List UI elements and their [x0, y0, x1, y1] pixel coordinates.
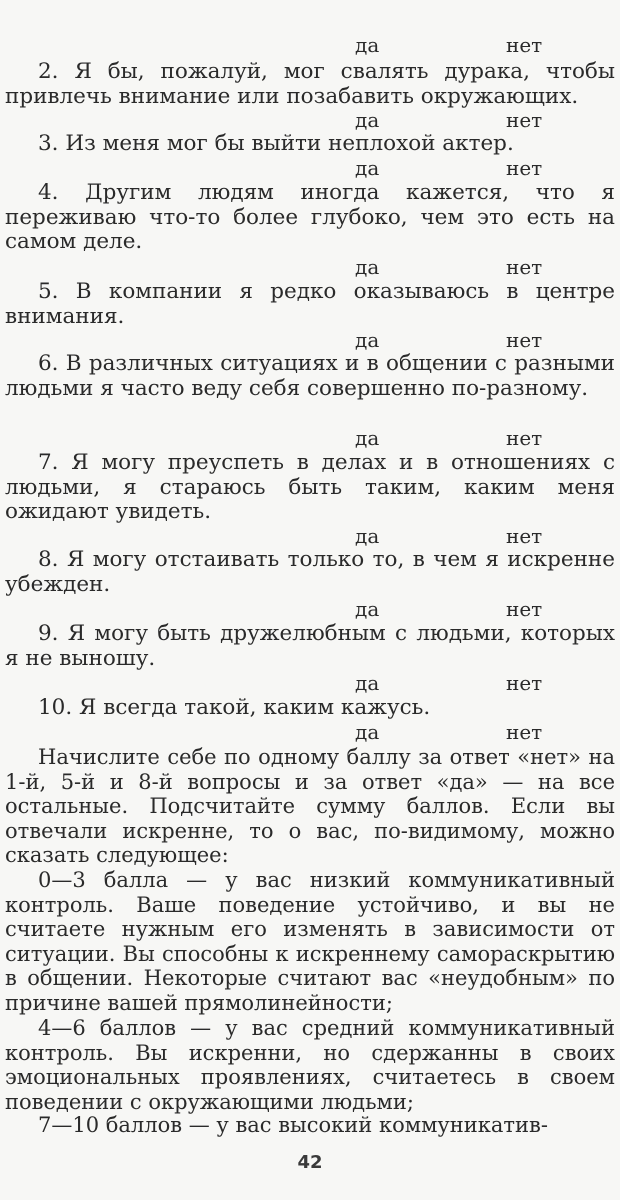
- answer-yes: да: [355, 108, 380, 132]
- result-high: 7—10 баллов — у вас высокий коммуникатив-: [38, 1113, 548, 1137]
- answer-no: нет: [506, 671, 543, 695]
- answer-no: нет: [506, 597, 543, 621]
- question-6: 6. В различных ситуациях и в общении с разными людьми я часто веду себя совершенно по-разному.: [5, 351, 615, 401]
- page-number: 42: [297, 1152, 323, 1173]
- answer-row: [0, 720, 620, 744]
- answer-row: [0, 426, 620, 450]
- answer-row: [0, 156, 620, 180]
- question-5: 5. В компании я редко оказываюсь в центре внимания.: [5, 279, 615, 329]
- answer-row: [0, 328, 620, 352]
- result-low: 0—3 балла — у вас низкий коммуникативный контроль. Ваше поведение устойчиво, и вы не считаете нужным его изменять в зависимости от ситуации. Вы способны к искреннему самораскрытию в общении. Некоторые считают вас «неудобным» по причине вашей прямолинейности;: [5, 868, 615, 1015]
- question-8: 8. Я могу отстаивать только то, в чем я искренне убежден.: [5, 547, 615, 597]
- answer-yes: да: [355, 720, 380, 744]
- question-7: 7. Я могу преуспеть в делах и в отношениях с людьми, я стараюсь быть таким, каким меня ожидают увидеть.: [5, 450, 615, 525]
- answer-no: нет: [506, 328, 543, 352]
- answer-no: нет: [506, 156, 543, 180]
- answer-yes: да: [355, 524, 380, 548]
- question-2: 2. Я бы, пожалуй, мог свалять дурака, чтобы привлечь внимание или позабавить окружающих.: [5, 59, 615, 109]
- answer-row: [0, 255, 620, 279]
- answer-yes: да: [355, 33, 380, 57]
- answer-row: [0, 597, 620, 621]
- answer-yes: да: [355, 156, 380, 180]
- scoring-instructions: Начислите себе по одному баллу за ответ «нет» на 1-й, 5-й и 8-й вопросы и за ответ «да» — на все остальные. Подсчитайте сумму баллов. Если вы отвечали искренне, то о вас, по-видимому, можно сказать следующее:: [5, 745, 615, 867]
- result-medium: 4—6 баллов — у вас средний коммуникативный контроль. Вы искренни, но сдержанны в своих эмоциональных проявлениях, считаетесь в своем поведении с окружающими людьми;: [5, 1016, 615, 1114]
- answer-row: [0, 108, 620, 132]
- answer-yes: да: [355, 597, 380, 621]
- question-3: 3. Из меня мог бы выйти неплохой актер.: [38, 131, 514, 156]
- answer-no: нет: [506, 426, 543, 450]
- answer-yes: да: [355, 255, 380, 279]
- answer-yes: да: [355, 671, 380, 695]
- answer-yes: да: [355, 328, 380, 352]
- question-4: 4. Другим людям иногда кажется, что я переживаю что-то более глубоко, чем это есть на самом деле.: [5, 180, 615, 255]
- answer-yes: да: [355, 426, 380, 450]
- question-10: 10. Я всегда такой, каким кажусь.: [38, 695, 431, 720]
- answer-no: нет: [506, 255, 543, 279]
- answer-row: [0, 671, 620, 695]
- answer-row: [0, 33, 620, 57]
- question-9: 9. Я могу быть дружелюбным с людьми, которых я не выношу.: [5, 621, 615, 671]
- answer-row: [0, 524, 620, 548]
- answer-no: нет: [506, 33, 543, 57]
- answer-no: нет: [506, 720, 543, 744]
- answer-no: нет: [506, 524, 543, 548]
- answer-no: нет: [506, 108, 543, 132]
